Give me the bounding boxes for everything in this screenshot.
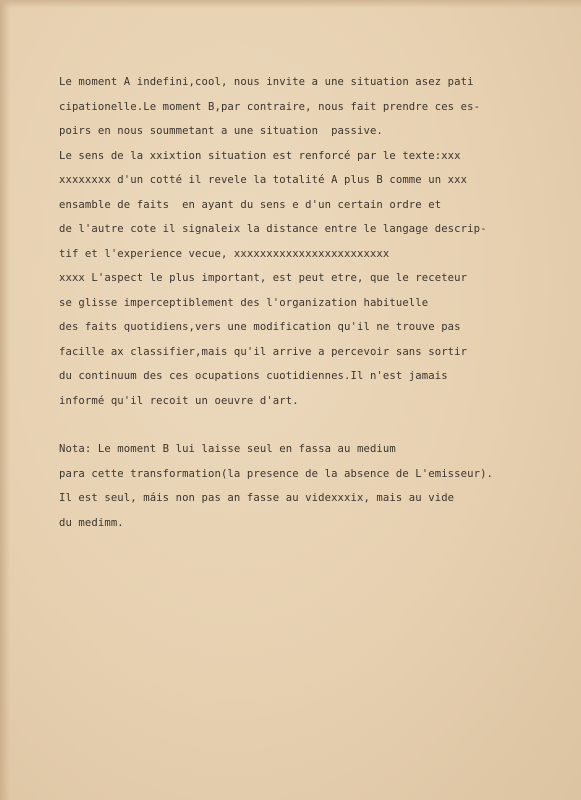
text-line: tif et l'experience vecue, xxxxxxxxxxxxxxxxxxxxxxxx <box>59 247 390 260</box>
text-line: ensamble de faits en ayant du sens e d'un certain ordre et <box>59 198 442 211</box>
paper-top-shadow <box>0 0 581 8</box>
text-line: para cette transformation(la presence de la absence de L'emisseur). <box>59 467 494 480</box>
paragraph-gap <box>59 413 559 437</box>
typewritten-text <box>59 70 559 535</box>
text-line: cipationelle.Le moment B,par contraire, nous fait prendre ces es- <box>59 100 481 113</box>
text-line: Il est seul, máis non pas an fasse au videxxxix, mais au vide <box>59 492 455 504</box>
text-line: Nota: Le moment B lui laisse seul en fassa au medium <box>59 443 396 455</box>
text-line: de l'autre cote il signaleix la distance entre le langage descrip- <box>59 223 487 235</box>
text-line: Le sens de la xxixtion situation est renforcé par le texte:xxx <box>59 149 461 162</box>
text-line: informé qu'il recoit un oeuvre d'art. <box>59 394 299 407</box>
text-line: des faits quotidiens,vers une modification qu'il ne trouve pas <box>59 321 461 333</box>
main-paragraph <box>59 70 559 413</box>
text-line: Le moment A indefini,cool, nous invite a une situation asez pati <box>59 76 474 88</box>
nota-paragraph <box>59 437 559 535</box>
text-line: facille ax classifier,mais qu'il arrive a percevoir sans sortir <box>59 345 468 358</box>
text-line: du continuum des ces ocupations cuotidiennes.Il n'est jamais <box>59 370 448 382</box>
text-line: xxxx L'aspect le plus important, est peut etre, que le receteur <box>59 272 468 284</box>
text-line: poirs en nous soummetant a une situation passive. <box>59 125 383 137</box>
text-line: se glisse imperceptiblement des l'organization habituelle <box>59 296 429 309</box>
paper-edge-shadow <box>0 0 10 800</box>
text-line: du medimm. <box>59 516 124 529</box>
text-line: xxxxxxxx d'un cotté il revele la totalité A plus B comme un xxx <box>59 174 468 186</box>
